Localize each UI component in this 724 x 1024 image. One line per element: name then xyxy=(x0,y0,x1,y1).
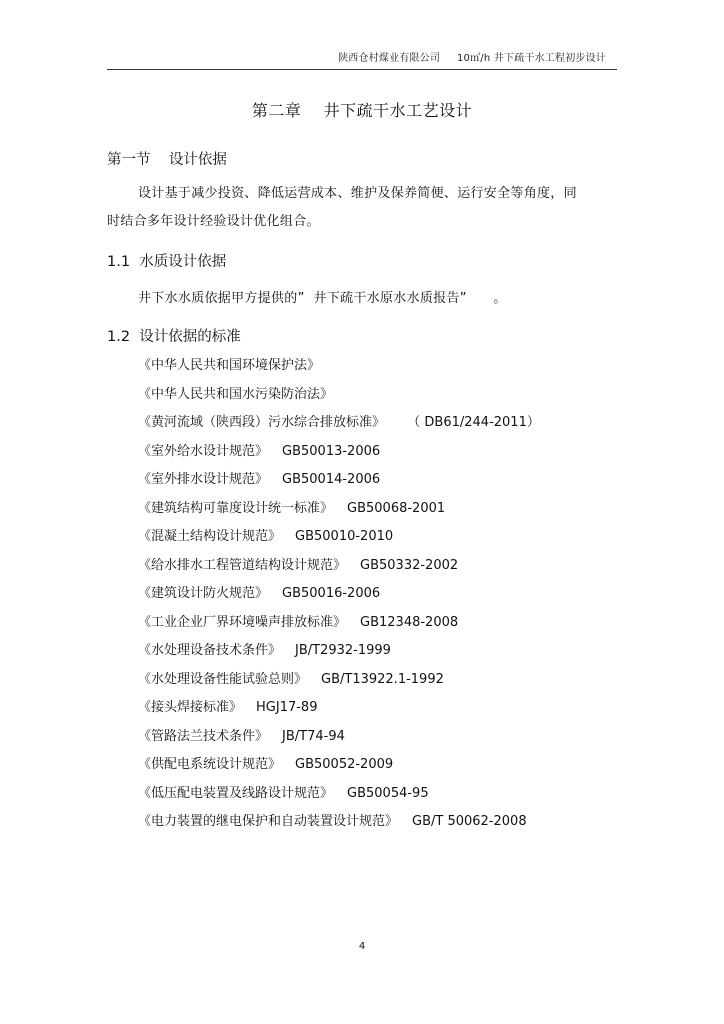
standard-code: GB12348-2008 xyxy=(360,614,459,630)
header-project: 10㎡/h 井下疏干水工程初步设计 xyxy=(456,53,606,64)
standard-code: GB50013-2006 xyxy=(282,443,381,459)
standards-list xyxy=(138,358,540,843)
standard-code: GB50052-2009 xyxy=(295,757,394,772)
intro-line-1: 设计基于减少投资、降低运营成本、维护及保养简便、运行安全等角度，同 xyxy=(138,186,577,201)
standard-item xyxy=(138,358,540,387)
standard-name: 《建筑结构可靠度设计统一标准》 xyxy=(138,500,334,516)
header-rule xyxy=(107,69,617,70)
standard-name: 《中华人民共和国水污染防治法》 xyxy=(138,386,334,402)
standard-item xyxy=(138,558,540,587)
standard-name: 《黄河流域（陕西段）污水综合排放标准》 xyxy=(138,415,386,430)
standard-code: GB/T13922.1-1992 xyxy=(321,671,444,687)
standard-code: JB/T2932-1999 xyxy=(295,643,391,658)
standard-name: 《室外给水设计规范》 xyxy=(138,443,269,459)
standard-name: 《混凝土结构设计规范》 xyxy=(138,529,282,544)
section-title: 第一节 设计依据 xyxy=(107,152,227,168)
standard-item xyxy=(138,586,540,615)
standard-item xyxy=(138,643,540,672)
standard-name: 《水处理设备技术条件》 xyxy=(138,643,282,658)
subsection-2-title: 1.2 设计依据的标准 xyxy=(107,329,241,345)
standard-name: 《电力装置的继电保护和自动装置设计规范》 xyxy=(138,814,399,829)
standard-item xyxy=(138,757,540,786)
standard-code: JB/T74-94 xyxy=(282,728,345,744)
standard-name: 《室外排水设计规范》 xyxy=(138,472,269,487)
header-company: 陕西仓村煤业有限公司 xyxy=(338,53,441,64)
standard-item xyxy=(138,615,540,644)
standard-item xyxy=(138,529,540,558)
standard-code: GB50010-2010 xyxy=(295,529,394,544)
standard-item xyxy=(138,387,540,416)
standard-code: GB/T 50062-2008 xyxy=(412,814,527,829)
standard-code: （ DB61/244-2011） xyxy=(399,415,540,430)
standard-name: 《给水排水工程管道结构设计规范》 xyxy=(138,557,347,573)
standard-name: 《接头焊接标准》 xyxy=(138,700,243,715)
chapter-title: 第二章 井下疏干水工艺设计 xyxy=(251,101,473,120)
standard-name: 《供配电系统设计规范》 xyxy=(138,757,282,772)
standard-item xyxy=(138,501,540,530)
standard-name: 《水处理设备性能试验总则》 xyxy=(138,671,308,687)
standard-item xyxy=(138,444,540,473)
subsection-1-title: 1.1 水质设计依据 xyxy=(107,254,227,270)
standard-item xyxy=(138,472,540,501)
subsection-1-text: 井下水水质依据甲方提供的” 井下疏干水原水水质报告” 。 xyxy=(138,291,507,306)
standard-item xyxy=(138,700,540,729)
standard-code: GB50014-2006 xyxy=(282,472,381,487)
standard-code: GB50016-2006 xyxy=(282,586,381,601)
standard-code: GB50332-2002 xyxy=(360,557,459,573)
standard-code: GB50068-2001 xyxy=(347,500,446,516)
standard-item xyxy=(138,786,540,815)
standard-item xyxy=(138,672,540,701)
running-header xyxy=(338,49,606,64)
standard-item xyxy=(138,814,540,843)
page-number: 4 xyxy=(358,941,366,952)
standard-code: HGJ17-89 xyxy=(256,700,318,715)
standard-name: 《管路法兰技术条件》 xyxy=(138,728,269,744)
standard-name: 《低压配电装置及线路设计规范》 xyxy=(138,785,334,801)
standard-name: 《建筑设计防火规范》 xyxy=(138,586,269,601)
standard-name: 《中华人民共和国环境保护法》 xyxy=(138,358,321,373)
standard-name: 《工业企业厂界环境噪声排放标准》 xyxy=(138,614,347,630)
standard-code: GB50054-95 xyxy=(347,785,429,801)
standard-item xyxy=(138,729,540,758)
standard-item xyxy=(138,415,540,444)
intro-line-2: 时结合多年设计经验设计优化组合。 xyxy=(107,214,320,229)
